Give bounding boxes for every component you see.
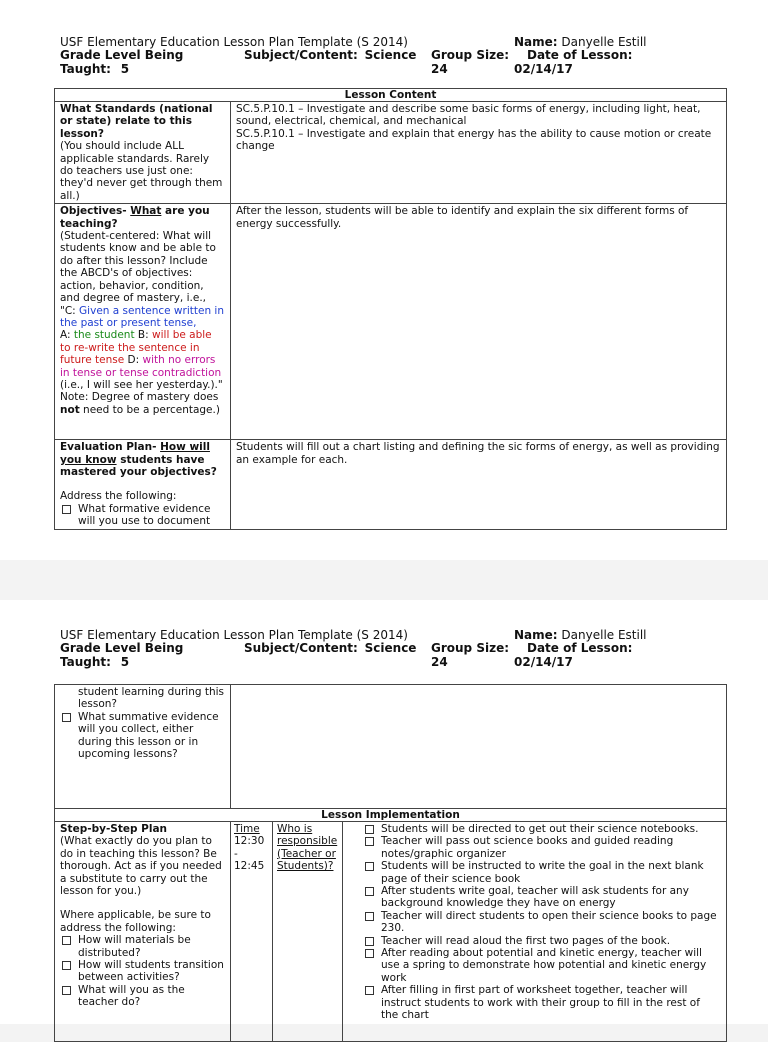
implementation-table xyxy=(54,821,727,1042)
step-plan-checklist xyxy=(60,934,225,1008)
note-prefix: Note: Degree of mastery does xyxy=(60,391,219,404)
step-item: Teacher will direct students to open their science books to page 230. xyxy=(363,910,720,935)
grade-field xyxy=(60,63,129,76)
evaluation-continued-answer-cell xyxy=(231,685,727,809)
evaluation-continued-cell xyxy=(55,685,231,809)
lesson-content-table xyxy=(54,88,727,530)
objectives-description: (Student-centered: What will students know and be able to do after this lesson? Include the ABCD's of objectives: action, behavior, condition, and degree of mastery, i.e., xyxy=(60,230,216,305)
step-item: Teacher will pass out science books and guided reading notes/graphic organizer xyxy=(363,835,720,860)
standards-guidance: (You should include ALL applicable standards. Rarely do teachers use just one: they'd never get through them all.) xyxy=(60,140,223,202)
objectives-answer: After the lesson, students will be able to identify and explain the six different forms of energy successfully. xyxy=(236,205,689,230)
grade-field xyxy=(60,656,129,669)
time-end: 12:45 xyxy=(234,860,265,873)
objectives-q-prefix: Objectives- xyxy=(60,205,131,218)
responsible-cell xyxy=(273,822,343,1042)
step-plan-where: Where applicable, be sure to address the following: xyxy=(60,909,211,934)
standards-answer-cell xyxy=(231,102,727,204)
checklist-item: What summative evidence will you collect, either during this lesson or in upcoming lessons? xyxy=(60,711,225,761)
steps-list xyxy=(363,823,720,1022)
template-title: USF Elementary Education Lesson Plan Template (S 2014) xyxy=(60,628,408,642)
objectives-abcd-example xyxy=(60,305,225,379)
standards-answer-2: SC.5.P.10.1 – Investigate and explain that energy has the ability to cause motion or create change xyxy=(236,127,712,153)
standards-question: What Standards (national or state) relate to this lesson? xyxy=(60,103,213,140)
evaluation-question-cell xyxy=(55,440,231,529)
date-value: 02/14/17 xyxy=(514,62,573,76)
step-item: Students will be directed to get out their science notebooks. xyxy=(363,823,720,835)
checklist-item: What will you as the teacher do? xyxy=(60,984,225,1009)
objectives-question xyxy=(60,205,225,230)
evaluation-q-suffix: students have mastered your objectives? xyxy=(60,453,217,479)
abcd-a-text: the student xyxy=(73,329,135,342)
evaluation-row xyxy=(55,440,727,529)
name-label: Name: xyxy=(514,628,558,642)
name-value: Danyelle Estill xyxy=(561,35,647,49)
abcd-d-text: with no errors in tense or tense contradiction xyxy=(60,354,222,379)
note-not: not xyxy=(60,403,80,416)
group-size-label: Group Size: xyxy=(431,48,509,62)
step-item: Students will be instructed to write the goal in the next blank page of their science book xyxy=(363,860,720,885)
time-dash: - xyxy=(234,847,238,860)
step-plan-description: (What exactly do you plan to do in teaching this lesson? Be thorough. Act as if you needed a substitute to carry out the lesson for you.) xyxy=(60,835,222,898)
grade-label: Grade Level Being xyxy=(60,48,184,62)
step-item: Teacher will read aloud the first two pages of the book. xyxy=(363,935,720,947)
evaluation-question xyxy=(60,441,225,478)
group-size-value: 24 xyxy=(431,62,448,76)
evaluation-continued-table xyxy=(54,684,727,822)
lesson-content-title: Lesson Content xyxy=(55,89,727,102)
grade-label-taught: Taught: xyxy=(60,62,111,76)
objectives-row xyxy=(55,204,727,440)
grade-value: 5 xyxy=(120,62,130,76)
evaluation-q-prefix: Evaluation Plan- xyxy=(60,441,161,454)
checklist-item: What formative evidence will you use to document xyxy=(60,503,225,528)
subject-label: Subject/Content: xyxy=(244,641,358,655)
subject-value: Science xyxy=(364,48,417,62)
page-2 xyxy=(0,600,768,1024)
grade-label: Grade Level Being xyxy=(60,641,184,655)
grade-label-taught: Taught: xyxy=(60,655,111,669)
objectives-q-suffix: are you teaching? xyxy=(60,205,210,230)
objectives-example: (i.e., I will see her yesterday.)." xyxy=(60,378,223,391)
grade-value: 5 xyxy=(120,655,130,669)
evaluation-q-how: How will you know xyxy=(60,441,210,466)
checklist-item: How will students transition between activities? xyxy=(60,959,225,984)
subject-field xyxy=(244,642,416,655)
steps-cell xyxy=(343,822,727,1042)
template-title: USF Elementary Education Lesson Plan Template (S 2014) xyxy=(60,35,408,49)
objectives-answer-cell xyxy=(231,204,727,440)
step-plan-title: Step-by-Step Plan xyxy=(60,823,168,835)
name-value: Danyelle Estill xyxy=(561,628,647,642)
time-label: Time xyxy=(234,823,260,835)
abcd-b-text: will be able to re-write the sentence in future tense xyxy=(60,329,212,367)
note-suffix: need to be a percentage.) xyxy=(79,403,220,416)
time-cell xyxy=(231,822,273,1042)
objectives-question-cell xyxy=(55,204,231,440)
abcd-d-label: D: xyxy=(124,354,143,367)
evaluation-answer: Students will fill out a chart listing and defining the sic forms of energy, as well as providing an example for each. xyxy=(236,441,720,466)
date-label: Date of Lesson: xyxy=(527,641,633,655)
evaluation-continued-text: student learning during this lesson? xyxy=(78,686,225,711)
step-item: After filling in first part of worksheet together, teacher will instruct students to work with their group to fill in the rest of the chart xyxy=(363,984,720,1021)
step-item: After reading about potential and kinetic energy, teacher will use a spring to demonstrate how potential and kinetic energy work xyxy=(363,947,720,984)
objectives-note xyxy=(60,391,225,416)
objectives-q-what: What xyxy=(130,205,162,218)
subject-value: Science xyxy=(364,641,417,655)
abcd-b-label: B: xyxy=(134,329,153,342)
lesson-content-header-row xyxy=(55,89,727,102)
time-start: 12:30 xyxy=(234,835,265,848)
subject-label: Subject/Content: xyxy=(244,48,358,62)
abcd-c-text: Given a sentence written in the past or present tense, xyxy=(60,304,225,329)
implementation-header-row xyxy=(55,809,727,822)
evaluation-continued-row xyxy=(55,685,727,809)
evaluation-answer-cell xyxy=(231,440,727,529)
group-size-label: Group Size: xyxy=(431,641,509,655)
name-label: Name: xyxy=(514,35,558,49)
subject-field xyxy=(244,49,416,62)
evaluation-checklist xyxy=(60,503,225,528)
standards-row xyxy=(55,102,727,204)
spacer xyxy=(60,897,225,909)
group-size-value: 24 xyxy=(431,655,448,669)
checklist-item: How will materials be distributed? xyxy=(60,934,225,959)
standards-question-cell xyxy=(55,102,231,204)
date-value: 02/14/17 xyxy=(514,655,573,669)
spacer xyxy=(60,478,225,490)
date-label: Date of Lesson: xyxy=(527,48,633,62)
step-plan-question-cell xyxy=(55,822,231,1042)
step-item: After students write goal, teacher will ask students for any background knowledge they have on energy xyxy=(363,885,720,910)
responsible-label: Who is responsible (Teacher or Students)? xyxy=(277,823,338,873)
summative-checklist xyxy=(60,711,225,761)
standards-answer-1: SC.5.P.10.1 – Investigate and describe some basic forms of energy, including light, heat, sound, electrical, chemical, and mechanical xyxy=(236,103,701,128)
evaluation-address: Address the following: xyxy=(60,490,177,503)
abcd-c-label: "C: xyxy=(60,304,80,317)
abcd-a-label: A: xyxy=(60,329,74,342)
implementation-title: Lesson Implementation xyxy=(55,809,727,822)
step-plan-row xyxy=(55,822,727,1042)
